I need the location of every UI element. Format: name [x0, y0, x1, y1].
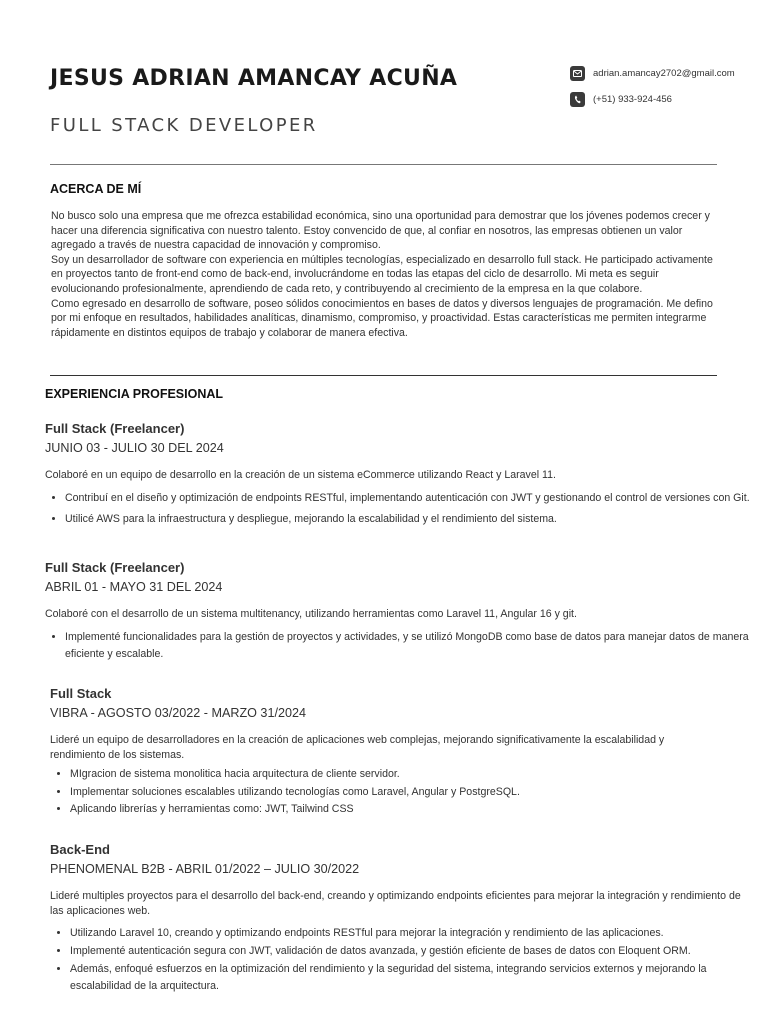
job-description: Lideré multiples proyectos para el desarrollo del back-end, creando y optimizando endpoints eficientes para mejorar la integración y rendimiento de las aplicaciones web.	[50, 890, 741, 917]
job-bullet: • Utilicé AWS para la infraestructura y despliegue, mejorando la escalabilidad y el rendimiento del sistema.	[65, 511, 750, 529]
job-title: FULL STACK DEVELOPER	[50, 115, 318, 136]
job-dates: VIBRA - AGOSTO 03/2022 - MARZO 31/2024	[50, 706, 306, 720]
job-dates: JUNIO 03 - JULIO 30 DEL 2024	[45, 441, 224, 455]
header-divider	[50, 164, 717, 165]
job-dates: ABRIL 01 - MAYO 31 DEL 2024	[45, 580, 223, 594]
job-bullets	[50, 768, 715, 817]
job-description: Colaboré con el desarrollo de un sistema multitenancy, utilizando herramientas como Laravel 11, Angular 16 y git.	[45, 608, 577, 620]
job-role: Full Stack	[50, 686, 112, 701]
candidate-name: JESUS ADRIAN AMANCAY ACUÑA	[50, 66, 458, 91]
job-bullet: • MIgracion de sistema monolitica hacia arquitectura de cliente servidor.	[70, 768, 715, 782]
job-bullet: • Implementar soluciones escalables utilizando tecnologías como Laravel, Angular y PostgreSQL.	[70, 786, 715, 800]
job-entry	[45, 560, 750, 668]
job-bullet: • Implementé funcionalidades para la gestión de proyectos y actividades, y se utilizó MongoDB como base de datos para manejar datos de manera eficiente y escalable.	[65, 629, 750, 664]
about-paragraph: Soy un desarrollador de software con experiencia en múltiples tecnologías, especializado en desarrollo full stack. He participado activamente en proyectos tanto de front-end como de back-end, involucrándome en todas las etapas del ciclo de desarrollo. Mi meta es seguir evolucionando profesionalmente, aprendiendo de cada reto, y contribuyendo al crecimiento de la empresa en la que colabore.	[51, 253, 713, 295]
email-icon	[570, 66, 585, 81]
experience-heading: EXPERIENCIA PROFESIONAL	[45, 387, 224, 401]
job-bullet: • Además, enfoqué esfuerzos en la optimización del rendimiento y la seguridad del sistema, integrando servicios externos y mejorando la escalabilidad de la arquitectura.	[70, 961, 750, 995]
about-section	[51, 209, 721, 340]
contact-phone	[570, 92, 672, 107]
job-entry	[45, 421, 750, 533]
job-bullet: • Contribuí en el diseño y optimización de endpoints RESTful, implementando autenticación con JWT y gestionando el control de versiones con Git.	[65, 490, 750, 508]
job-role: Full Stack (Freelancer)	[45, 421, 185, 436]
job-entry	[50, 842, 750, 996]
email-text: adrian.amancay2702@gmail.com	[593, 68, 735, 79]
about-paragraph: Como egresado en desarrollo de software, poseo sólidos conocimientos en bases de datos y diversos lenguajes de programación. Me defino por mi enfoque en resultados, habilidades analíticas, dinamismo, compromiso, y proactividad. Estas características me permiten integrarme rápidamente en distintos equipos de trabajo y colaborar de manera efectiva.	[51, 297, 713, 339]
job-bullet: • Utilizando Laravel 10, creando y optimizando endpoints RESTful para mejorar la integración y rendimiento de las aplicaciones.	[70, 925, 750, 942]
job-bullets	[45, 490, 750, 529]
job-role: Full Stack (Freelancer)	[45, 560, 185, 575]
job-entry	[50, 686, 715, 821]
job-description: Colaboré en un equipo de desarrollo en la creación de un sistema eCommerce utilizando React y Laravel 11.	[45, 469, 556, 481]
contact-email	[570, 66, 735, 81]
job-bullets	[50, 925, 750, 995]
job-bullets	[45, 629, 750, 664]
section-divider	[50, 375, 717, 376]
job-dates: PHENOMENAL B2B - ABRIL 01/2022 – JULIO 30/2022	[50, 862, 360, 876]
job-bullet: • Aplicando librerías y herramientas como: JWT, Tailwind CSS	[70, 803, 715, 817]
job-description: Lideré un equipo de desarrolladores en la creación de aplicaciones web complejas, mejorando significativamente la escalabilidad y rendimiento de los sistemas.	[50, 734, 665, 761]
phone-icon	[570, 92, 585, 107]
phone-text: (+51) 933-924-456	[593, 94, 672, 105]
job-bullet: • Implementé autenticación segura con JWT, validación de datos avanzada, y gestión eficiente de bases de datos con Eloquent ORM.	[70, 943, 750, 960]
job-role: Back-End	[50, 842, 110, 857]
about-heading: ACERCA DE MÍ	[50, 182, 142, 196]
about-paragraph: No busco solo una empresa que me ofrezca estabilidad económica, sino una oportunidad para demostrar que los jóvenes podemos crecer y hacer una diferencia significativa con nuestro talento. Estoy convencido de que, al confiar en nosotros, las empresas obtienen un valor agregado a través de nuestra capacidad de innovación y compromiso.	[51, 210, 710, 252]
